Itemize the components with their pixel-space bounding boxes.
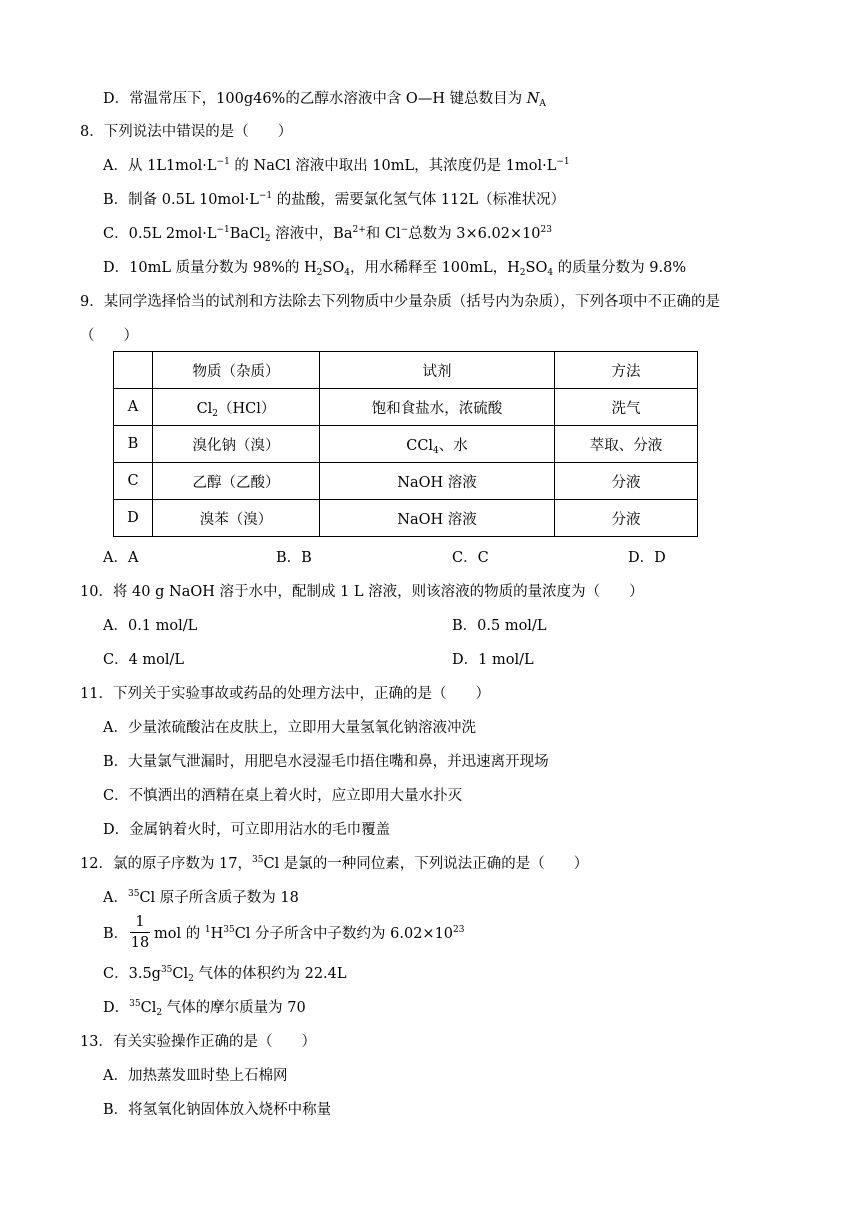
table-header-cell: 物质（杂质） xyxy=(153,352,320,389)
q12-option-c: C．$3.5g^{35}Cl_2$ 气体的体积约为 22.4L xyxy=(103,965,347,984)
fraction-numerator: 1 xyxy=(130,912,150,933)
q9-stem-bracket: （ ） xyxy=(80,328,138,344)
q13-option-b: B．将氢氧化钠固体放入烧杯中称量 xyxy=(103,1102,332,1118)
q12-option-b-text: mol 的 $^1H^{35}Cl$ 分子所含中子数约为 $6.02\times 10^{23}$ xyxy=(154,925,465,942)
q10-option-c: C．4 mol/L xyxy=(103,652,185,668)
q9-stem: 9．某同学选择恰当的试剂和方法除去下列物质中少量杂质（括号内为杂质），下列各项中不正确的是 xyxy=(80,294,720,310)
q12-option-b-label: B． xyxy=(103,926,129,942)
table-cell: 洗气 xyxy=(555,389,698,426)
q8-option-a: A．从 $1L1mol\cdot L^{-1}$ 的 NaCl 溶液中取出 10mL，其浓度仍是 $1mol\cdot L^{-1}$ xyxy=(103,157,570,174)
q8-option-d: D．10mL 质量分数为 98%的 $H_2SO_4$，用水稀释至 100mL，$H_2SO_4$ 的质量分数为 9.8% xyxy=(103,260,687,278)
table-row xyxy=(114,389,698,426)
table-cell: 分液 xyxy=(555,500,698,537)
q12-option-d: D．$^{35}Cl_2$ 气体的摩尔质量为 70 xyxy=(103,999,306,1018)
table-cell: C xyxy=(114,463,153,500)
q10-option-b: B．0.5 mol/L xyxy=(452,618,547,634)
q8-option-b: B．制备 0.5L $10mol\cdot L^{-1}$ 的盐酸，需要氯化氢气体 112L（标准状况） xyxy=(103,191,566,208)
table-header-cell xyxy=(114,352,153,389)
q9-option-a: A．A xyxy=(103,550,139,566)
q9-option-d: D．D xyxy=(628,550,666,566)
table-cell: 萃取、分液 xyxy=(555,426,698,463)
q13-stem: 13．有关实验操作正确的是（ ） xyxy=(80,1034,316,1050)
table-header-cell: 方法 xyxy=(555,352,698,389)
table-cell: 溴化钠（溴） xyxy=(153,426,320,463)
q13-option-a: A．加热蒸发皿时垫上石棉网 xyxy=(103,1068,288,1084)
table-row xyxy=(114,500,698,537)
table-cell: CCl$_4$、水 xyxy=(320,426,555,463)
q11-stem: 11．下列关于实验事故或药品的处理方法中，正确的是（ ） xyxy=(80,686,490,702)
table-header-row xyxy=(114,352,698,389)
table-cell: NaOH 溶液 xyxy=(320,463,555,500)
q8-stem: 8．下列说法中错误的是（ ） xyxy=(80,124,293,140)
table-row xyxy=(114,426,698,463)
q9-option-c: C．C xyxy=(452,550,489,566)
table-cell: $Cl_2(HCl)$ xyxy=(153,389,320,426)
q12-stem: 12．氯的原子序数为 17，$^{35}$Cl 是氯的一种同位素，下列说法正确的是（ ） xyxy=(80,855,589,872)
table-header-cell: 试剂 xyxy=(320,352,555,389)
q12-option-b-fraction xyxy=(130,912,150,953)
table-cell: B xyxy=(114,426,153,463)
q10-stem: 10．将 40 g NaOH 溶于水中，配制成 1 L 溶液，则该溶液的物质的量浓度为（ ） xyxy=(80,584,644,600)
q9-option-b: B．B xyxy=(276,550,312,566)
q10-option-a: A．0.1 mol/L xyxy=(103,618,198,634)
table-cell: D xyxy=(114,500,153,537)
table-cell: 饱和食盐水，浓硫酸 xyxy=(320,389,555,426)
q8-option-c: C．0.5L $2mol\cdot L^{-1}BaCl_2$ 溶液中，$Ba^{2+}$和 Cl−总数为 $3\times 6.02\times 10^{23}$ xyxy=(103,225,552,244)
q12-option-a: A．$^{35}$Cl 原子所含质子数为 18 xyxy=(103,889,299,906)
q11-option-c: C．不慎洒出的酒精在桌上着火时，应立即用大量水扑灭 xyxy=(103,788,463,804)
table-row xyxy=(114,463,698,500)
table-cell: NaOH 溶液 xyxy=(320,500,555,537)
table-cell: 乙醇（乙酸） xyxy=(153,463,320,500)
q9-table xyxy=(113,351,698,537)
q11-option-d: D．金属钠着火时，可立即用沾水的毛巾覆盖 xyxy=(103,822,391,838)
fraction-denominator: 18 xyxy=(130,935,150,951)
table-cell: 溴苯（溴） xyxy=(153,500,320,537)
q11-option-a: A．少量浓硫酸沾在皮肤上，立即用大量氢氧化钠溶液冲洗 xyxy=(103,720,476,736)
table-cell: 分液 xyxy=(555,463,698,500)
q10-option-d: D．1 mol/L xyxy=(452,652,534,668)
q11-option-b: B．大量氯气泄漏时，用肥皂水浸湿毛巾捂住嘴和鼻，并迅速离开现场 xyxy=(103,754,549,770)
q7-option-d: D．常温常压下，100g46%的乙醇水溶液中含 O—H 键总数目为 $N_A$ xyxy=(103,91,546,109)
table-cell: A xyxy=(114,389,153,426)
